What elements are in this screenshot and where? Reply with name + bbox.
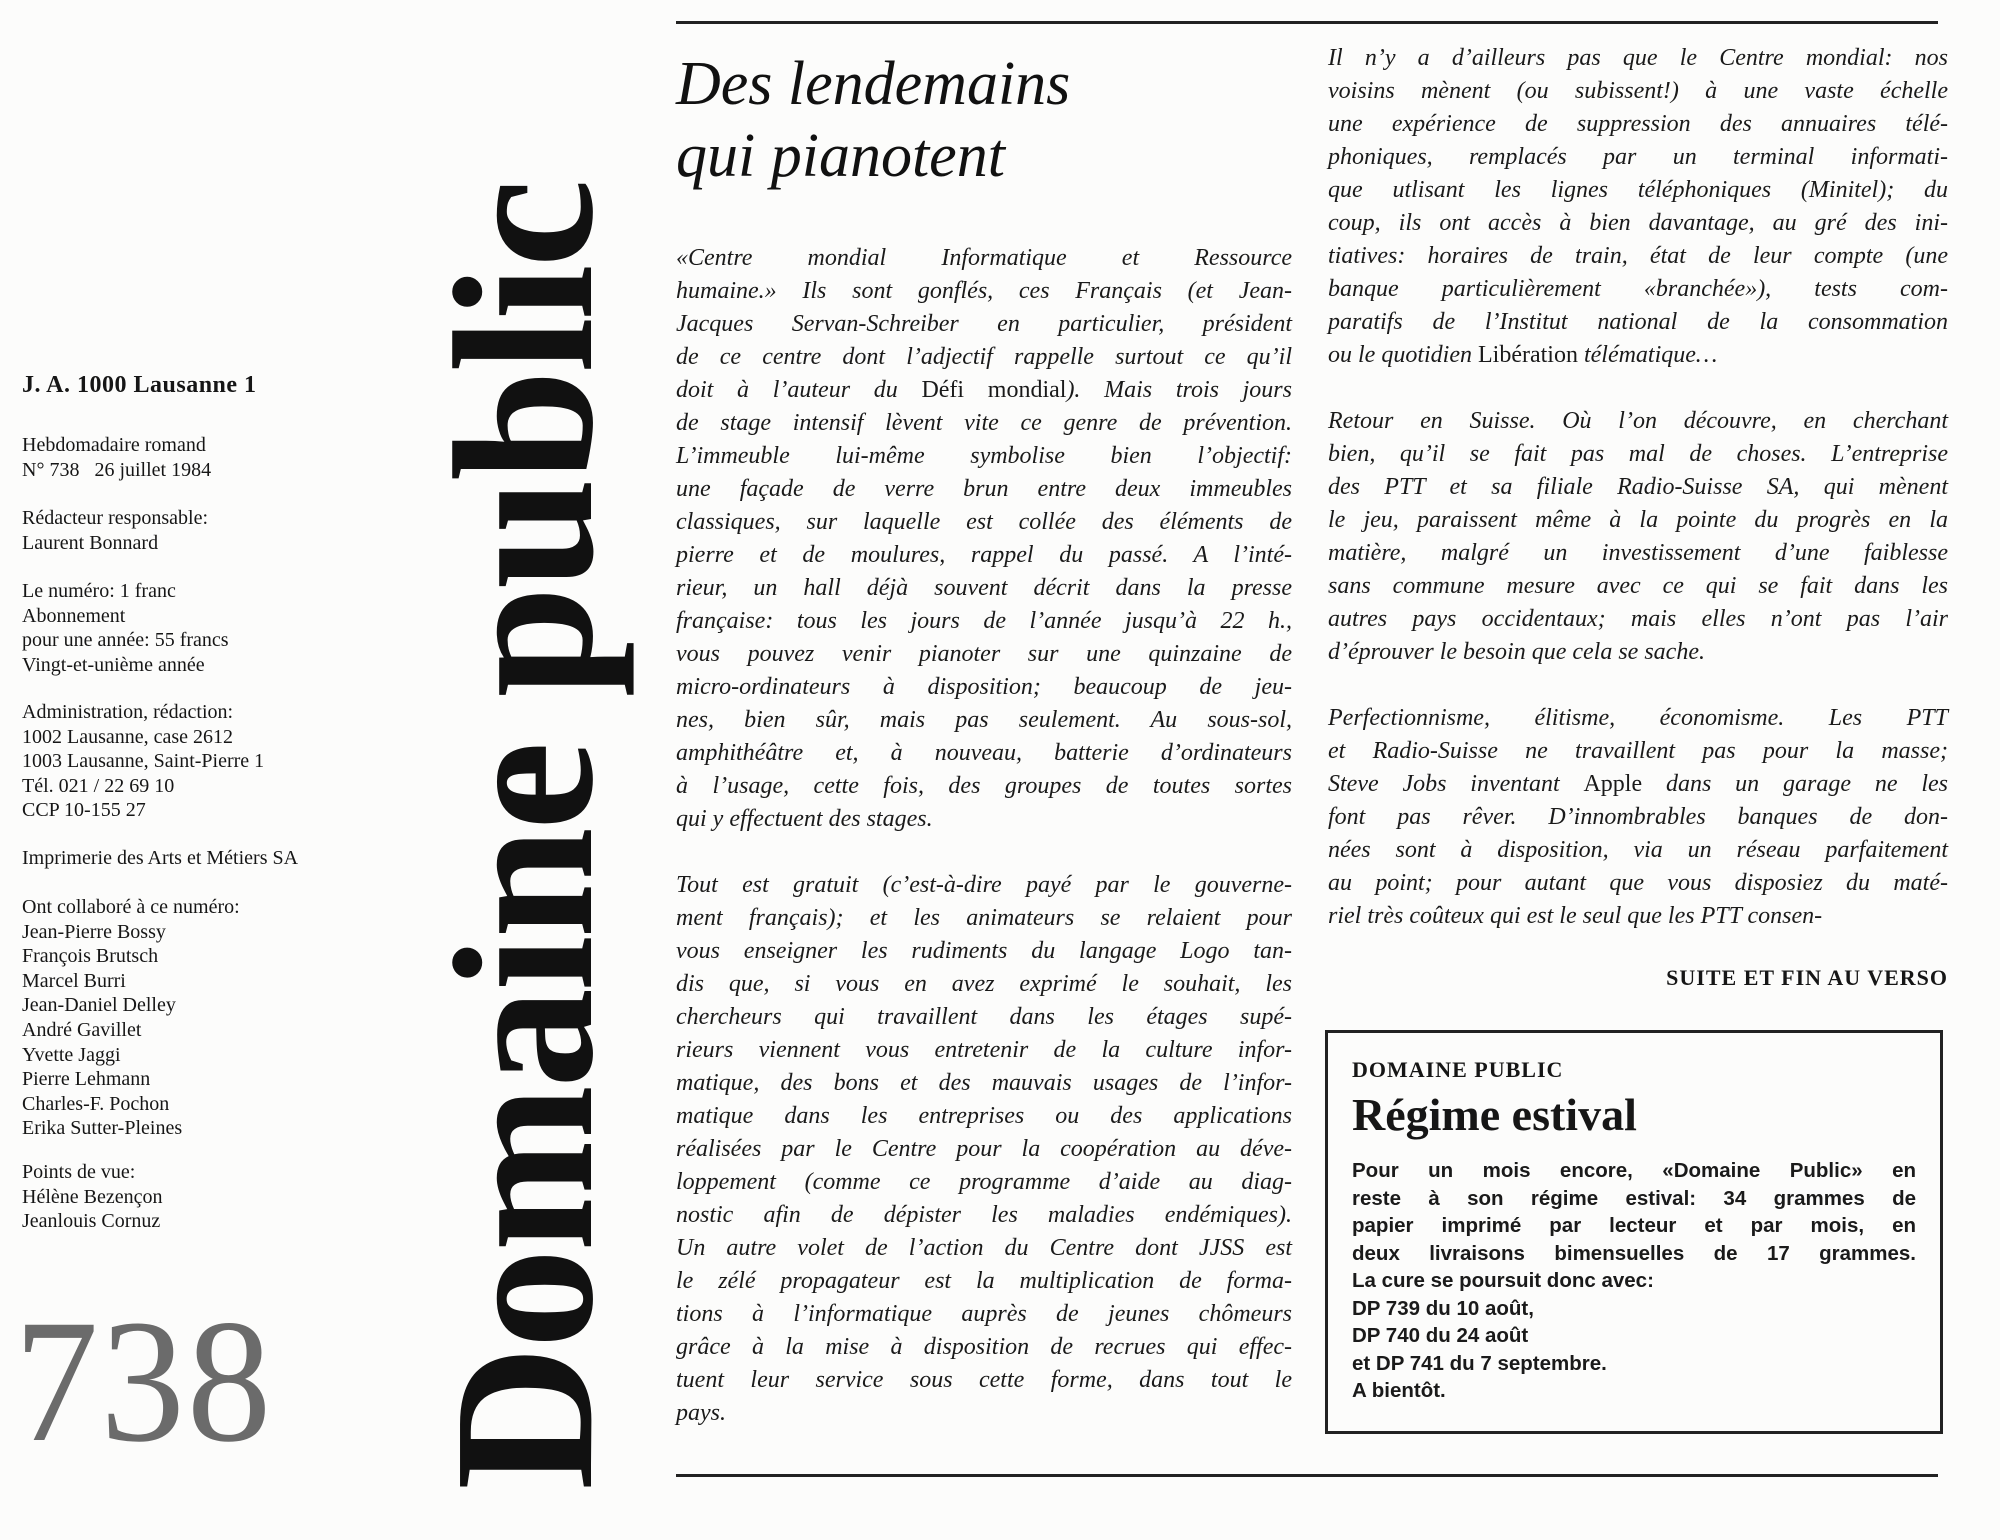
line-text: tuent leur service sous cette forme, dans tout le xyxy=(676,1367,1292,1393)
line-text: dans un garage ne les xyxy=(1642,771,1948,797)
line-text: que utlisant les lignes téléphoniques (Minitel); du xyxy=(1328,177,1948,203)
line-text: de stage intensif lèvent vite ce genre de prévention. xyxy=(676,410,1292,436)
article-line xyxy=(676,374,1292,407)
article-line xyxy=(1328,801,1948,834)
price-info xyxy=(22,579,229,677)
article-line xyxy=(676,935,1292,968)
line-text: bien, qu’il se fait pas mal de choses. L’entreprise xyxy=(1328,441,1948,467)
article-line xyxy=(1328,834,1948,867)
article-line xyxy=(676,1034,1292,1067)
article-line xyxy=(1328,108,1948,141)
line-text: une façade de verre brun entre deux immeubles xyxy=(676,476,1292,502)
line-text: tions à l’informatique auprès de jeunes chômeurs xyxy=(676,1301,1292,1327)
article-line xyxy=(1328,174,1948,207)
upright-title: Apple xyxy=(1583,771,1643,797)
article-line xyxy=(676,1166,1292,1199)
line-text: ). Mais trois jours xyxy=(1066,377,1292,403)
price-line: pour une année: 55 francs xyxy=(22,629,229,652)
line-text: au point; pour autant que vous disposiez du maté- xyxy=(1328,870,1948,896)
contributor-name: André Gavillet xyxy=(22,1018,142,1041)
line-text: tiatives: horaires de train, état de leur compte (une xyxy=(1328,243,1948,269)
issue-date: N° 738 26 juillet 1984 xyxy=(22,458,212,481)
article-line xyxy=(676,440,1292,473)
line-text: doit à l’auteur du xyxy=(676,377,922,403)
article-line xyxy=(1328,900,1948,933)
admin-info xyxy=(22,700,264,823)
viewpoint-author: Jeanlouis Cornuz xyxy=(22,1210,161,1233)
line-text: le jeu, paraissent même à la pointe du progrès en la xyxy=(1328,507,1948,533)
notice-line: reste à son régime estival: 34 grammes de xyxy=(1352,1186,1916,1210)
article-line xyxy=(1328,603,1948,636)
line-text: dis que, si vous en avez exprimé le souhait, les xyxy=(676,971,1292,997)
article-line xyxy=(676,1232,1292,1265)
article-line xyxy=(676,1331,1292,1364)
line-text: sans commune mesure avec ce qui se fait dans les xyxy=(1328,573,1948,599)
notice-line: et DP 741 du 7 septembre. xyxy=(1352,1351,1607,1375)
article-line xyxy=(676,275,1292,308)
article-line xyxy=(676,638,1292,671)
article-column-2 xyxy=(1328,42,1948,933)
contributor-name: Marcel Burri xyxy=(22,969,126,992)
article-line xyxy=(676,308,1292,341)
line-text: le zélé propagateur est la multiplication de forma- xyxy=(676,1268,1292,1294)
article-line xyxy=(1328,537,1948,570)
line-text: font pas rêver. D’innombrables banques de don- xyxy=(1328,804,1948,830)
line-text: coup, ils ont accès à bien davantage, au gré des ini- xyxy=(1328,210,1948,236)
article-line xyxy=(676,968,1292,1001)
paragraph-gap xyxy=(676,836,1292,869)
line-text: Tout est gratuit (c’est-à-dire payé par le gouverne- xyxy=(676,872,1292,898)
article-line xyxy=(1328,867,1948,900)
line-text: autres pays occidentaux; mais elles n’ont pas l’air xyxy=(1328,606,1948,632)
notice-line: papier imprimé par lecteur et par mois, en xyxy=(1352,1214,1916,1237)
notice-line: DP 739 du 10 août, xyxy=(1352,1296,1534,1320)
article-line xyxy=(676,1298,1292,1331)
line-text: loppement (comme ce programme d’aide au diag- xyxy=(676,1169,1292,1195)
line-text: matique dans les entreprises ou des applications xyxy=(676,1103,1292,1129)
viewpoint-author: Hélène Bezençon xyxy=(22,1185,163,1208)
line-text: grâce à la mise à disposition de recrues qui effec- xyxy=(676,1334,1292,1360)
paragraph-gap xyxy=(1328,372,1948,405)
postal-code: J. A. 1000 Lausanne 1 xyxy=(22,372,257,398)
line-text: phoniques, remplacés par un terminal informati- xyxy=(1328,144,1948,170)
editor-label: Rédacteur responsable: xyxy=(22,507,209,529)
article-line xyxy=(1328,735,1948,768)
article-line xyxy=(1328,306,1948,339)
line-text: des PTT et sa filiale Radio-Suisse SA, qui mènent xyxy=(1328,474,1948,500)
notice-line: Pour un mois encore, «Domaine Public» en xyxy=(1352,1159,1916,1182)
admin-line: Tél. 021 / 22 69 10 xyxy=(22,774,175,797)
line-text: amphithéâtre et, à nouveau, batterie d’ordinateurs xyxy=(676,740,1292,766)
article-line xyxy=(1328,702,1948,735)
continued-notice: SUITE ET FIN AU VERSO xyxy=(1666,965,1948,990)
line-text: «Centre mondial Informatique et Ressource xyxy=(676,245,1292,271)
price-line: Abonnement xyxy=(22,604,126,627)
line-text: Il n’y a d’ailleurs pas que le Centre mondial: nos xyxy=(1328,45,1948,71)
publication-info xyxy=(22,433,211,482)
headline-line: Des lendemains xyxy=(676,50,1071,118)
article-line xyxy=(676,572,1292,605)
line-text: de ce centre dont l’adjectif rappelle surtout ce qu’il xyxy=(676,344,1292,370)
line-text: à l’usage, cette fois, des groupes de toutes sortes xyxy=(676,773,1292,799)
article-line xyxy=(676,242,1292,275)
article-line xyxy=(676,407,1292,440)
line-text: télématique… xyxy=(1577,342,1718,368)
notice-kicker: DOMAINE PUBLIC xyxy=(1352,1057,1564,1082)
admin-line: 1003 Lausanne, Saint-Pierre 1 xyxy=(22,750,265,773)
article-line xyxy=(676,803,1292,836)
line-text: rieur, un hall déjà souvent décrit dans la presse xyxy=(676,575,1292,601)
notice-line: A bientôt. xyxy=(1352,1379,1446,1402)
line-text: nostic afin de dépister les maladies endémiques). xyxy=(676,1202,1292,1228)
article-line xyxy=(1328,339,1948,372)
article-line xyxy=(1328,471,1948,504)
upright-title: Libération xyxy=(1477,342,1578,368)
line-text: vous pouvez venir pianoter sur une quinzaine de xyxy=(676,641,1292,667)
line-text: banque particulièrement «branchée»), tests com- xyxy=(1328,276,1948,302)
article-line xyxy=(676,1199,1292,1232)
article-line xyxy=(1328,504,1948,537)
notice-box xyxy=(1325,1030,1943,1434)
article-line xyxy=(676,1364,1292,1397)
sidebar xyxy=(14,0,442,1540)
article-line xyxy=(676,770,1292,803)
contributors-label: Ont collaboré à ce numéro: xyxy=(22,896,240,918)
contributor-name: Pierre Lehmann xyxy=(22,1068,151,1091)
article-line xyxy=(676,902,1292,935)
line-text: Perfectionnisme, élitisme, économisme. Les PTT xyxy=(1328,705,1948,731)
line-text: Un autre volet de l’action du Centre dont JJSS est xyxy=(676,1235,1292,1261)
article-line xyxy=(1328,240,1948,273)
line-text: Steve Jobs inventant xyxy=(1328,771,1584,797)
contributor-name: Charles-F. Pochon xyxy=(22,1092,170,1115)
article-line xyxy=(676,1067,1292,1100)
line-text: pays. xyxy=(676,1400,726,1426)
article-line xyxy=(1328,42,1948,75)
line-text: Jacques Servan-Schreiber en particulier, président xyxy=(676,311,1292,337)
line-text: ou le quotidien xyxy=(1328,342,1478,368)
article-line xyxy=(1328,75,1948,108)
editor-info xyxy=(22,506,208,555)
line-text: chercheurs qui travaillent dans les étages supé- xyxy=(676,1004,1292,1030)
viewpoints xyxy=(22,1160,162,1234)
admin-line: 1002 Lausanne, case 2612 xyxy=(22,725,234,748)
contributor-name: Erika Sutter-Pleines xyxy=(22,1117,183,1140)
line-text: qui y effectuent des stages. xyxy=(676,806,933,832)
article-line xyxy=(676,473,1292,506)
article-line xyxy=(676,869,1292,902)
article-line xyxy=(1328,636,1948,669)
publication-type: Hebdomadaire romand xyxy=(22,434,206,456)
contributors xyxy=(22,895,240,1141)
upright-title: Défi mondial xyxy=(921,377,1067,403)
article-line xyxy=(676,1133,1292,1166)
article-line xyxy=(676,704,1292,737)
article-column-1 xyxy=(676,242,1292,1430)
line-text: nes, bien sûr, mais pas seulement. Au sous-sol, xyxy=(676,707,1292,733)
article-line xyxy=(1328,768,1948,801)
article-line xyxy=(1328,438,1948,471)
notice-line: La cure se poursuit donc avec: xyxy=(1352,1269,1654,1292)
article-line xyxy=(676,1100,1292,1133)
contributor-name: Yvette Jaggi xyxy=(22,1043,121,1066)
printer-info xyxy=(22,846,298,871)
bottom-rule xyxy=(676,1474,1938,1477)
price-line: Le numéro: 1 franc xyxy=(22,580,176,602)
article-line xyxy=(676,506,1292,539)
article-line xyxy=(1328,570,1948,603)
masthead-title: Domaine public xyxy=(414,181,635,1490)
line-text: ment français); et les animateurs se relaient pour xyxy=(676,905,1292,931)
editor-name: Laurent Bonnard xyxy=(22,531,159,554)
article-line xyxy=(1328,141,1948,174)
article-line xyxy=(1328,405,1948,438)
line-text: humaine.» Ils sont gonflés, ces Français (et Jean- xyxy=(676,278,1292,304)
article-line xyxy=(1328,207,1948,240)
article-headline xyxy=(676,48,1276,192)
line-text: micro-ordinateurs à disposition; beaucoup de jeu- xyxy=(676,674,1292,700)
notice-line: deux livraisons bimensuelles de 17 grammes. xyxy=(1352,1241,1916,1265)
article-line xyxy=(676,341,1292,374)
article-line xyxy=(1328,273,1948,306)
line-text: matière, malgré un investissement d’une faiblesse xyxy=(1328,540,1948,566)
article-line xyxy=(676,539,1292,572)
notice-title: Régime estival xyxy=(1352,1089,1637,1140)
line-text: réalisées par le Centre pour la coopération au déve- xyxy=(676,1136,1292,1162)
line-text: L’immeuble lui-même symbolise bien l’objectif: xyxy=(676,443,1292,469)
line-text: et Radio-Suisse ne travaillent pas pour la masse; xyxy=(1328,738,1948,764)
top-rule xyxy=(676,21,1938,24)
line-text: matique, des bons et des mauvais usages de l’infor- xyxy=(676,1070,1292,1096)
price-line: Vingt-et-unième année xyxy=(22,653,205,676)
article-line xyxy=(676,671,1292,704)
line-text: rieurs viennent vous entretenir de la culture infor- xyxy=(676,1037,1292,1063)
line-text: d’éprouver le besoin que cela se sache. xyxy=(1328,639,1705,665)
printer-name: Imprimerie des Arts et Métiers SA xyxy=(22,847,299,869)
line-text: française: tous les jours de l’année jusqu’à 22 h., xyxy=(676,608,1292,634)
article-line xyxy=(676,605,1292,638)
viewpoints-label: Points de vue: xyxy=(22,1161,136,1183)
line-text: voisins mènent (ou subissent!) à une vaste échelle xyxy=(1328,78,1948,104)
article-line xyxy=(676,1001,1292,1034)
issue-number: 738 xyxy=(14,1284,274,1479)
admin-line: CCP 10-155 27 xyxy=(22,799,146,822)
line-text: riel très coûteux qui est le seul que les PTT consen- xyxy=(1328,903,1823,929)
line-text: vous enseigner les rudiments du langage Logo tan- xyxy=(676,938,1292,964)
line-text: nées sont à disposition, via un réseau parfaitement xyxy=(1328,837,1948,863)
paragraph-gap xyxy=(1328,669,1948,702)
headline-line: qui pianotent xyxy=(676,122,1005,190)
notice-line: DP 740 du 24 août xyxy=(1352,1324,1529,1347)
notice-body xyxy=(1352,1157,1916,1405)
line-text: classiques, sur laquelle est collée des éléments de xyxy=(676,509,1292,535)
contributor-name: François Brutsch xyxy=(22,945,159,968)
contributor-name: Jean-Daniel Delley xyxy=(22,994,176,1017)
article-line xyxy=(676,1397,1292,1430)
contributor-name: Jean-Pierre Bossy xyxy=(22,920,166,943)
line-text: pierre et de moulures, rappel du passé. A l’inté- xyxy=(676,542,1292,568)
admin-line: Administration, rédaction: xyxy=(22,701,234,723)
article-line xyxy=(676,1265,1292,1298)
article-line xyxy=(676,737,1292,770)
line-text: une expérience de suppression des annuaires télé- xyxy=(1328,111,1948,137)
line-text: Retour en Suisse. Où l’on découvre, en cherchant xyxy=(1328,408,1948,434)
line-text: paratifs de l’Institut national de la consommation xyxy=(1328,309,1948,335)
